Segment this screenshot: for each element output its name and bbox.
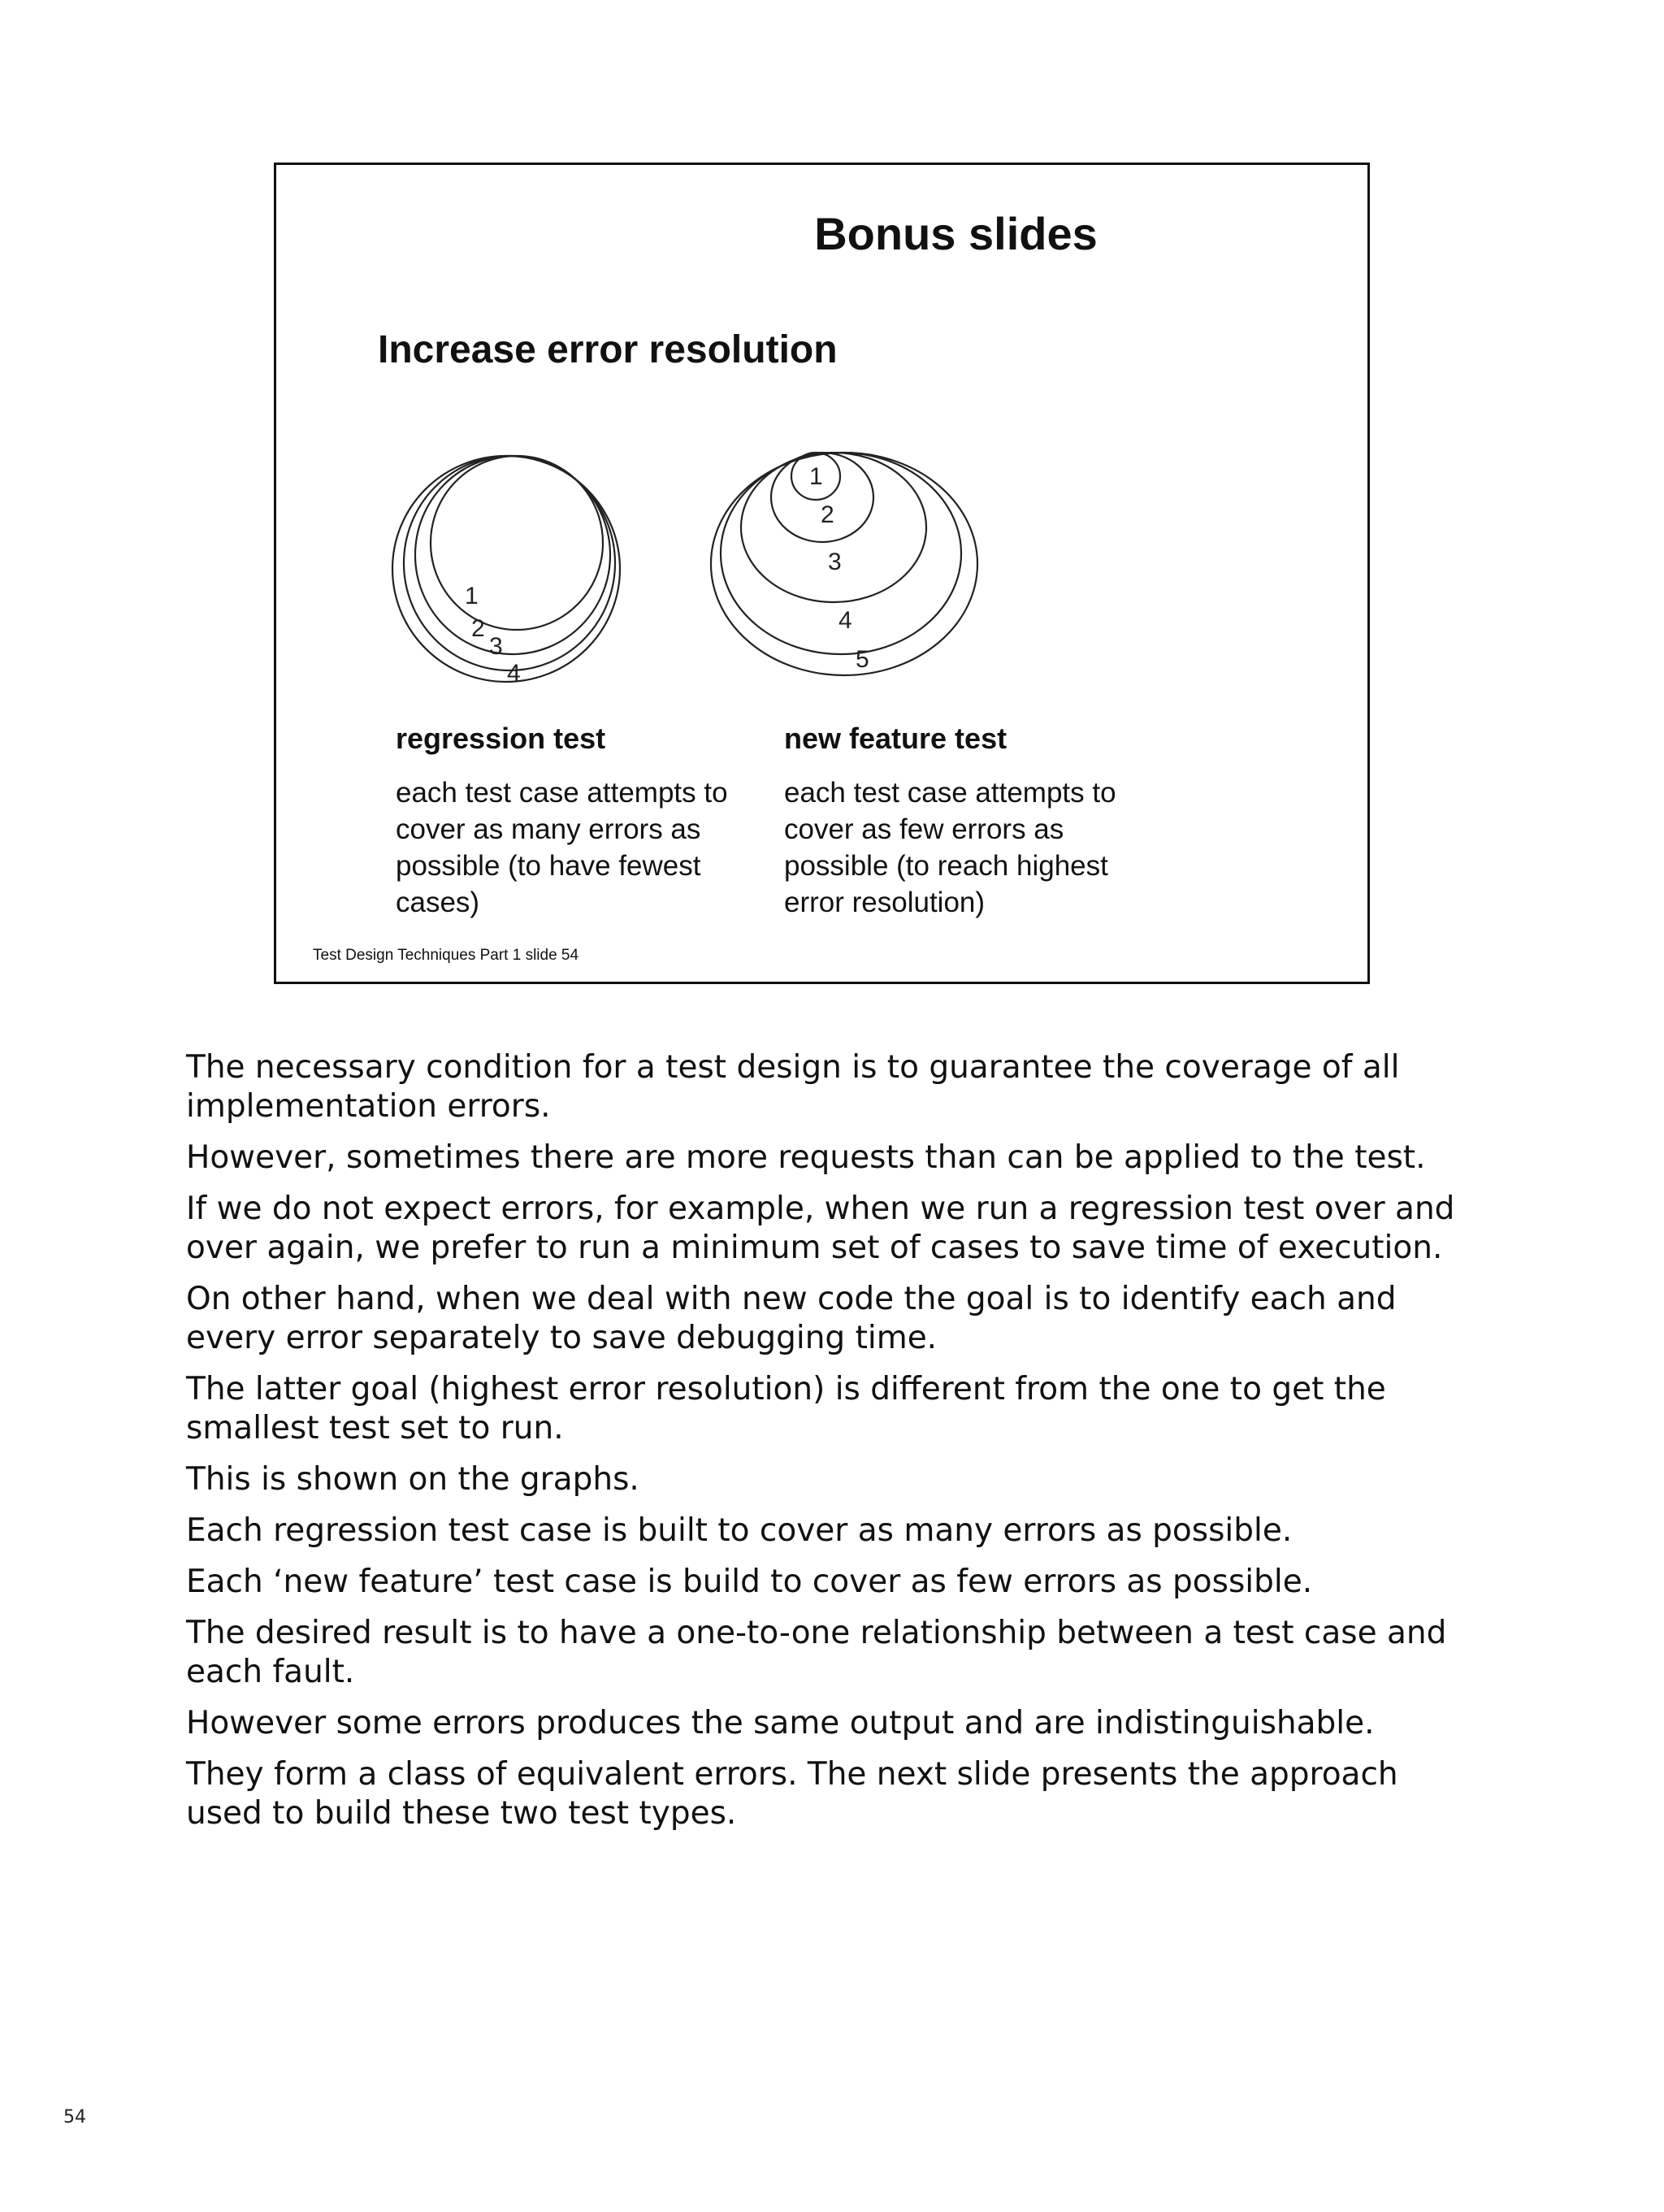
regression-label-1: 1 bbox=[465, 583, 479, 609]
speaker-notes bbox=[186, 1048, 1470, 1846]
slide-footer: Test Design Techniques Part 1 slide 54 bbox=[313, 947, 579, 964]
regression-label-3: 3 bbox=[489, 633, 503, 660]
note-paragraph: The necessary condition for a test design is to guarantee the coverage of all implementation errors. bbox=[186, 1049, 1400, 1125]
page-number: 54 bbox=[63, 2107, 86, 2127]
regression-label-2: 2 bbox=[471, 615, 485, 642]
note-paragraph: However, sometimes there are more requests than can be applied to the test. bbox=[186, 1139, 1426, 1176]
regression-description: each test case attempts to cover as many errors as possible (to have fewest cases) bbox=[396, 777, 728, 918]
regression-label-4: 4 bbox=[507, 660, 521, 687]
slide-title: Bonus slides bbox=[814, 208, 1098, 259]
note-paragraph: The desired result is to have a one-to-one relationship between a test case and each fault. bbox=[186, 1615, 1447, 1690]
feature-label-4: 4 bbox=[838, 607, 852, 634]
feature-label-5: 5 bbox=[856, 646, 869, 673]
regression-circle-1 bbox=[431, 456, 603, 630]
new-feature-circles bbox=[711, 453, 977, 675]
slide-subtitle: Increase error resolution bbox=[378, 328, 838, 371]
new-feature-description: each test case attempts to cover as few errors as possible (to reach highest error resolution) bbox=[784, 777, 1116, 918]
note-paragraph: On other hand, when we deal with new code the goal is to identify each and every error separately to save debugging time. bbox=[186, 1281, 1397, 1356]
note-paragraph: Each ‘new feature’ test case is build to cover as few errors as possible. bbox=[186, 1564, 1313, 1600]
regression-circles bbox=[392, 456, 620, 682]
note-paragraph: If we do not expect errors, for example, when we run a regression test over and over again, we prefer to run a minimum set of cases to save time of execution. bbox=[186, 1191, 1455, 1266]
note-paragraph: This is shown on the graphs. bbox=[186, 1461, 639, 1498]
note-paragraph: They form a class of equivalent errors. The next slide presents the approach used to build these two test types. bbox=[186, 1756, 1398, 1832]
feature-label-1: 1 bbox=[809, 463, 823, 490]
new-feature-heading: new feature test bbox=[784, 722, 1008, 755]
regression-heading: regression test bbox=[396, 722, 606, 755]
note-paragraph: The latter goal (highest error resolution) is different from the one to get the smallest test set to run. bbox=[186, 1371, 1386, 1446]
note-paragraph: Each regression test case is built to cover as many errors as possible. bbox=[186, 1512, 1293, 1549]
slide-frame bbox=[274, 163, 1370, 984]
feature-label-3: 3 bbox=[828, 549, 842, 575]
note-paragraph: However some errors produces the same output and are indistinguishable. bbox=[186, 1705, 1375, 1741]
feature-label-2: 2 bbox=[821, 501, 834, 528]
